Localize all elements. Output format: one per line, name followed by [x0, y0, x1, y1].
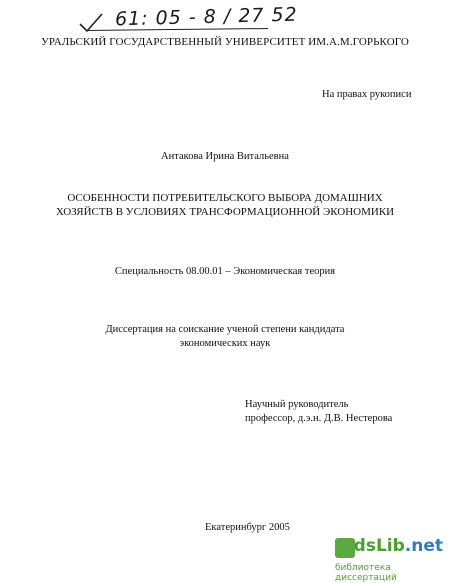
handwritten-underline: [86, 28, 268, 31]
thesis-title-line-2: ХОЗЯЙСТВ В УСЛОВИЯХ ТРАНСФОРМАЦИОННОЙ ЭКОНОМИКИ: [55, 206, 395, 218]
thesis-title-line-1: ОСОБЕННОСТИ ПОТРЕБИТЕЛЬСКОГО ВЫБОРА ДОМАШНИХ: [67, 192, 383, 204]
university-name: УРАЛЬСКИЙ ГОСУДАРСТВЕННЫЙ УНИВЕРСИТЕТ ИМ.А.М.ГОРЬКОГО: [41, 36, 409, 48]
dslib-logo-icon: [335, 538, 355, 558]
city-year: Екатеринбург 2005: [205, 522, 290, 533]
handwritten-catalog-number: 61: 05 - 8 / 27 52: [114, 3, 298, 31]
dissertation-degree-line-1: Диссертация на соискание ученой степени кандидата: [105, 324, 345, 335]
dslib-subtitle: библиотека диссертаций: [335, 563, 397, 583]
dslib-watermark[interactable]: [335, 536, 447, 583]
rights-note: На правах рукописи: [322, 89, 412, 100]
dslib-logo-text: [354, 536, 443, 556]
dissertation-degree-line-2: экономических наук: [179, 338, 271, 349]
supervisor-name: профессор, д.э.н. Д.В. Нестерова: [245, 413, 393, 424]
dslib-logo-domain: .net: [404, 536, 443, 556]
dslib-logo-main: dsLib: [353, 536, 405, 556]
supervisor-label: Научный руководитель: [245, 399, 349, 410]
author-name: Антакова Ирина Витальевна: [161, 151, 289, 162]
specialty-line: Специальность 08.00.01 – Экономическая теория: [114, 266, 336, 277]
